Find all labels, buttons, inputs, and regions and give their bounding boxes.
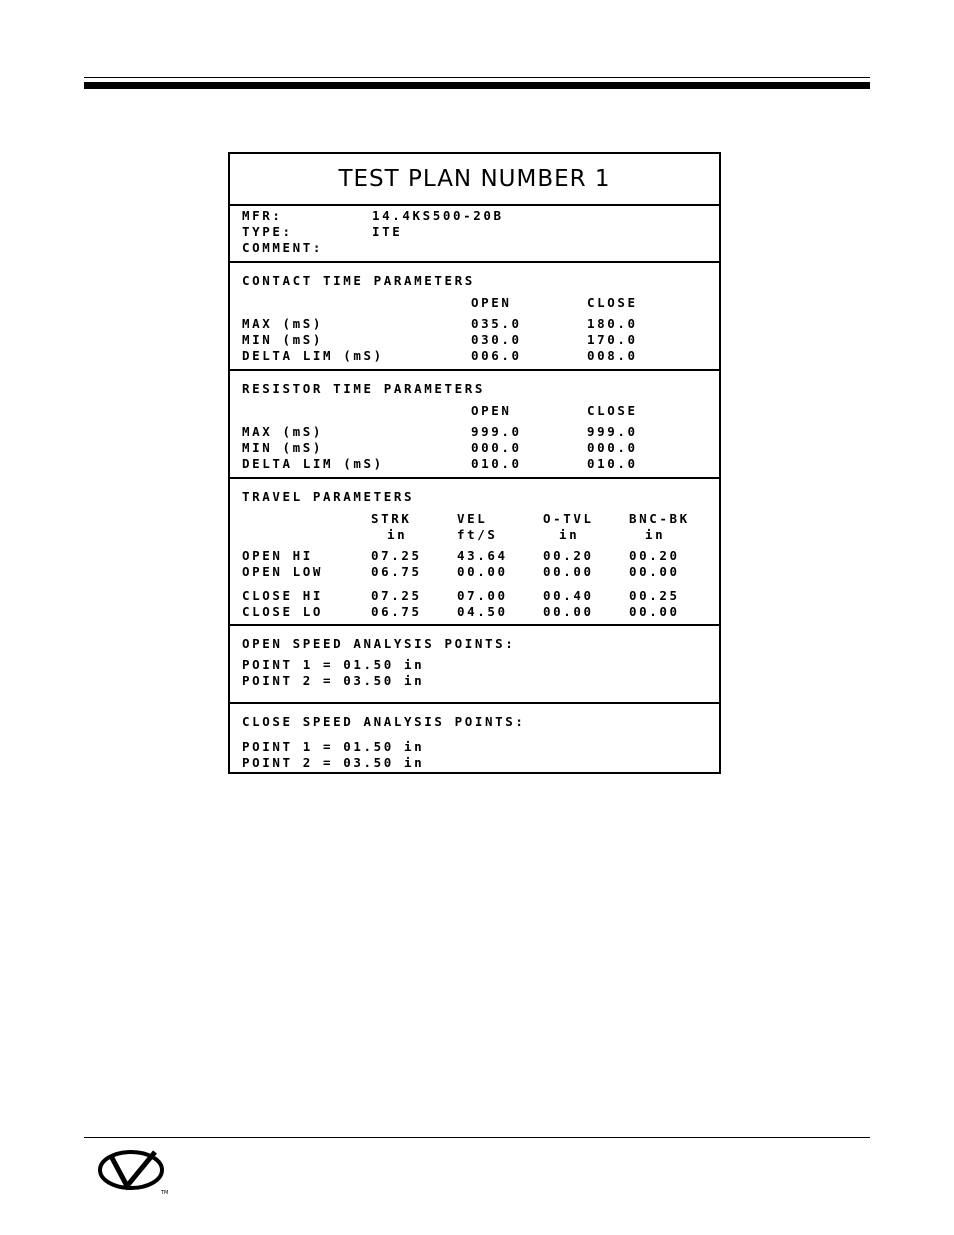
resistor-col-close: CLOSE	[587, 403, 638, 418]
contact-row-open: 035.0	[471, 316, 522, 331]
test-plan-printout	[228, 152, 721, 774]
company-logo	[97, 1148, 173, 1196]
contact-heading: CONTACT TIME PARAMETERS	[242, 273, 475, 288]
contact-row-close: 180.0	[587, 316, 638, 331]
travel-value: 00.40	[543, 588, 594, 603]
travel-unit: in	[645, 527, 666, 542]
travel-row-label: CLOSE HI	[242, 588, 324, 603]
resistor-col-open: OPEN	[471, 403, 512, 418]
travel-value: 00.00	[629, 604, 680, 619]
resistor-row-close: 999.0	[587, 424, 638, 439]
resistor-row-open: 010.0	[471, 456, 522, 471]
resistor-row-close: 010.0	[587, 456, 638, 471]
trademark-mark: TM	[161, 1190, 169, 1196]
travel-value: 07.25	[371, 588, 422, 603]
travel-col-vel: VEL	[457, 511, 488, 526]
open-speed-point: POINT 2 = 03.50 in	[242, 673, 425, 688]
close-speed-point: POINT 1 = 01.50 in	[242, 739, 425, 754]
type-value: ITE	[372, 224, 403, 239]
header-rule-thin	[84, 77, 870, 78]
resistor-row-label: MAX (mS)	[242, 424, 324, 439]
travel-value: 06.75	[371, 564, 422, 579]
open-speed-heading: OPEN SPEED ANALYSIS POINTS:	[242, 636, 516, 651]
travel-row-label: OPEN HI	[242, 548, 313, 563]
contact-col-open: OPEN	[471, 295, 512, 310]
contact-col-close: CLOSE	[587, 295, 638, 310]
travel-value: 00.00	[543, 604, 594, 619]
travel-row-label: CLOSE LO	[242, 604, 324, 619]
comment-label: COMMENT:	[242, 240, 324, 255]
resistor-row-close: 000.0	[587, 440, 638, 455]
close-speed-point: POINT 2 = 03.50 in	[242, 755, 425, 770]
travel-value: 00.20	[543, 548, 594, 563]
contact-row-close: 008.0	[587, 348, 638, 363]
travel-value: 07.25	[371, 548, 422, 563]
header-rule-thick	[84, 82, 870, 89]
travel-value: 00.20	[629, 548, 680, 563]
travel-section	[230, 477, 719, 625]
resistor-heading: RESISTOR TIME PARAMETERS	[242, 381, 486, 396]
travel-col-strk: STRK	[371, 511, 412, 526]
travel-value: 06.75	[371, 604, 422, 619]
close-speed-section	[230, 702, 719, 774]
travel-unit: in	[387, 527, 408, 542]
travel-value: 43.64	[457, 548, 508, 563]
resistor-row-open: 999.0	[471, 424, 522, 439]
contact-row-open: 006.0	[471, 348, 522, 363]
contact-time-section	[230, 261, 719, 370]
travel-col-bncbk: BNC-BK	[629, 511, 690, 526]
travel-unit: in	[559, 527, 580, 542]
resistor-time-section	[230, 369, 719, 478]
contact-row-label: DELTA LIM (mS)	[242, 348, 384, 363]
travel-value: 00.00	[629, 564, 680, 579]
open-speed-section	[230, 624, 719, 703]
footer-rule	[84, 1137, 870, 1138]
identification-section	[230, 204, 719, 262]
mfr-label: MFR:	[242, 208, 283, 223]
travel-heading: TRAVEL PARAMETERS	[242, 489, 415, 504]
contact-row-label: MIN (mS)	[242, 332, 324, 347]
resistor-row-open: 000.0	[471, 440, 522, 455]
test-plan-title: TEST PLAN NUMBER 1	[338, 166, 611, 192]
travel-row-label: OPEN LOW	[242, 564, 324, 579]
travel-value: 00.00	[457, 564, 508, 579]
travel-col-otvl: O-TVL	[543, 511, 594, 526]
resistor-row-label: MIN (mS)	[242, 440, 324, 455]
travel-unit: ft/S	[457, 527, 498, 542]
close-speed-heading: CLOSE SPEED ANALYSIS POINTS:	[242, 714, 526, 729]
travel-value: 07.00	[457, 588, 508, 603]
contact-row-close: 170.0	[587, 332, 638, 347]
resistor-row-label: DELTA LIM (mS)	[242, 456, 384, 471]
mfr-value: 14.4KS500-20B	[372, 208, 504, 223]
travel-value: 04.50	[457, 604, 508, 619]
travel-value: 00.25	[629, 588, 680, 603]
contact-row-open: 030.0	[471, 332, 522, 347]
open-speed-point: POINT 1 = 01.50 in	[242, 657, 425, 672]
type-label: TYPE:	[242, 224, 293, 239]
travel-value: 00.00	[543, 564, 594, 579]
contact-row-label: MAX (mS)	[242, 316, 324, 331]
